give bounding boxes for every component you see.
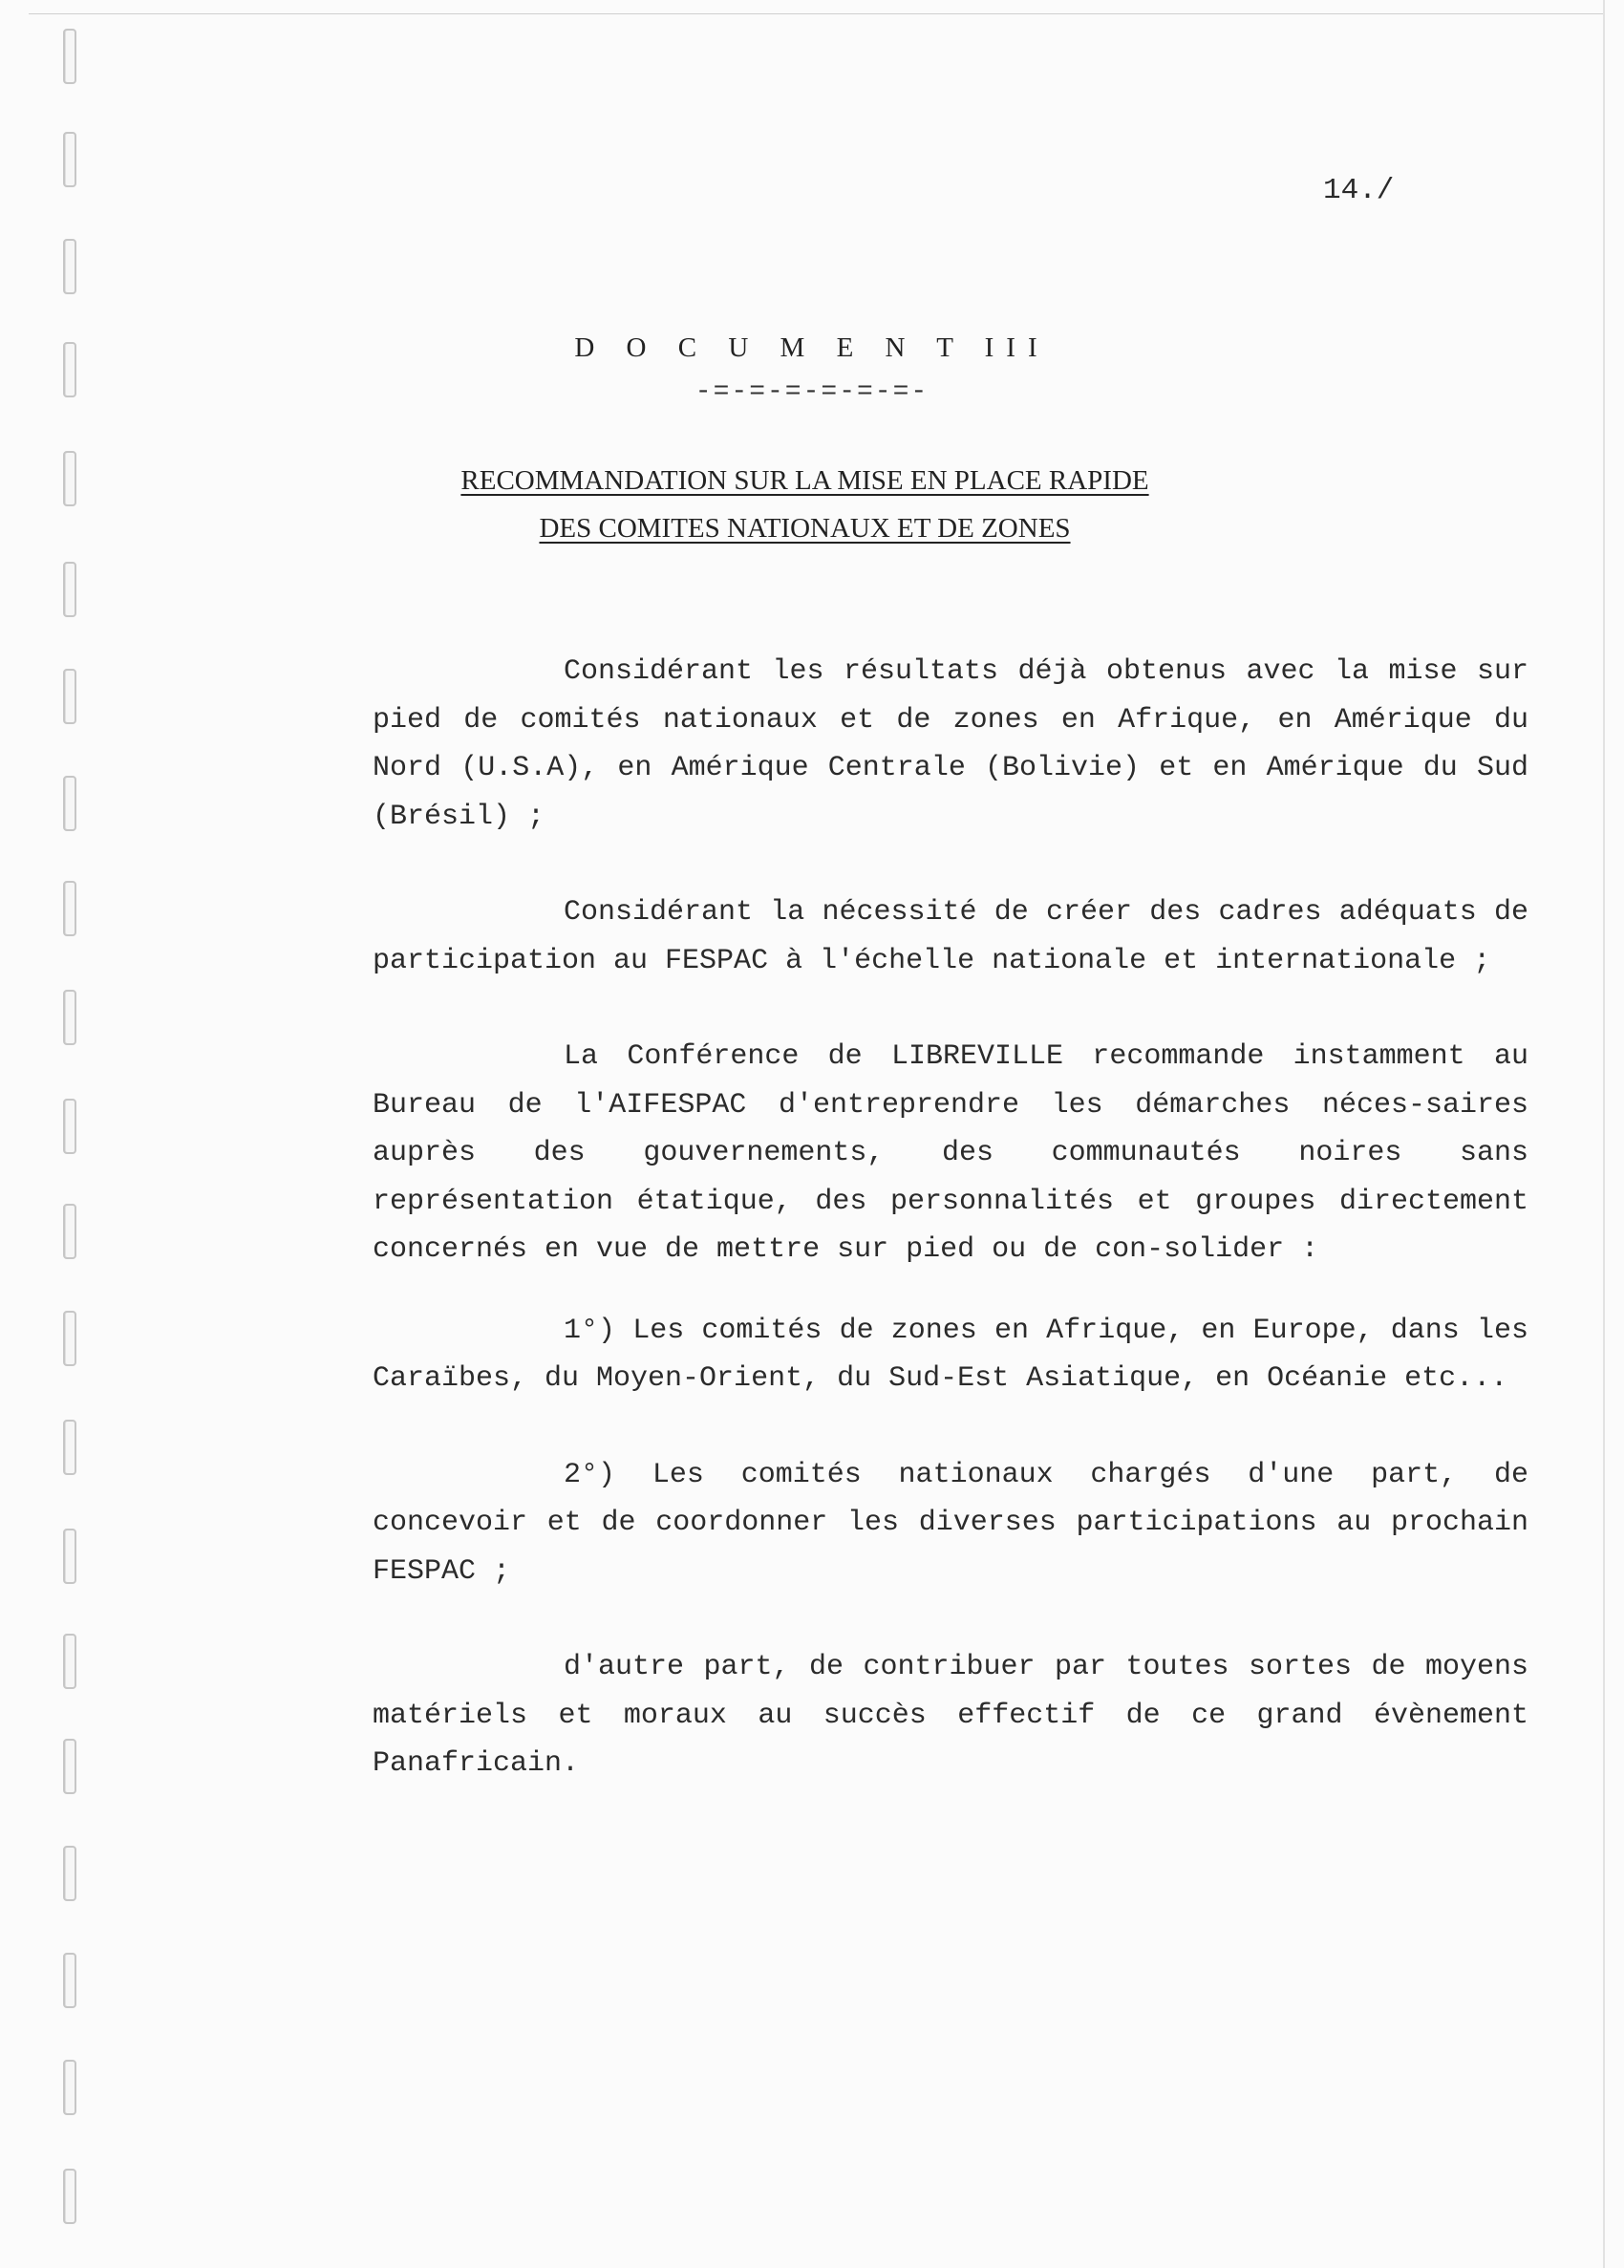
paragraph-contribute: d'autre part, de contribuer par toutes sortes de moyens matériels et moraux au succès effectif de ce grand évènement Panafricain.: [373, 1651, 1528, 1780]
binding-hole: [63, 1529, 76, 1584]
paragraph-zone-committees: 1°) Les comités de zones en Afrique, en Europe, dans les Caraïbes, du Moyen-Orient, du Sud-Est Asiatique, en Océanie etc...: [373, 1314, 1528, 1395]
binding-hole: [63, 2060, 76, 2115]
binding-hole: [63, 1739, 76, 1794]
binding-hole: [63, 990, 76, 1045]
paragraph-considering-results: Considérant les résultats déjà obtenus avec la mise sur pied de comités nationaux et de zones en Afrique, en Amérique du Nord (U.S.A), en Amérique Centrale (Bolivie) et en Amérique du Sud (Brésil) ;: [373, 655, 1528, 833]
binding-hole: [63, 2169, 76, 2224]
paragraph-conference-recommends: La Conférence de LIBREVILLE recommande instamment au Bureau de l'AIFESPAC d'entreprendre les démarches néces-saires auprès des gouvernements, des communautés noires sans représentation étatique, des personnalités et groupes directement concernés en vue de mettre sur pied ou de con-solider :: [373, 1040, 1528, 1266]
document-title: D O C U M E N T III: [574, 332, 1050, 363]
recommendation-heading-line-1: RECOMMANDATION SUR LA MISE EN PLACE RAPIDE: [460, 465, 1149, 496]
recommendation-heading: [0, 457, 1610, 552]
document-body: [373, 648, 1528, 1788]
binding-hole: [63, 1634, 76, 1689]
binding-hole: [63, 29, 76, 84]
paper-top-edge: [29, 13, 1605, 14]
binding-hole: [63, 1953, 76, 2008]
recommendation-heading-line-2: DES COMITES NATIONAUX ET DE ZONES: [539, 513, 1071, 544]
binding-hole: [63, 1204, 76, 1259]
paragraph-national-committees: 2°) Les comités nationaux chargés d'une part, de concevoir et de coordonner les diverses participations au prochain FESPAC ;: [373, 1458, 1528, 1588]
binding-hole: [63, 776, 76, 831]
binding-hole: [63, 132, 76, 187]
binding-hole: [63, 881, 76, 936]
binding-hole: [63, 669, 76, 724]
binding-hole: [63, 1420, 76, 1475]
title-separator: -=-=-=-=-=-=-: [694, 377, 930, 407]
binding-hole: [63, 1846, 76, 1901]
binding-hole: [63, 239, 76, 294]
binding-hole: [63, 1099, 76, 1154]
paragraph-considering-necessity: Considérant la nécessité de créer des cadres adéquats de participation au FESPAC à l'échelle nationale et internationale ;: [373, 896, 1528, 977]
binding-hole: [63, 1311, 76, 1366]
binding-hole: [63, 562, 76, 617]
page-number: 14./: [1323, 174, 1395, 207]
